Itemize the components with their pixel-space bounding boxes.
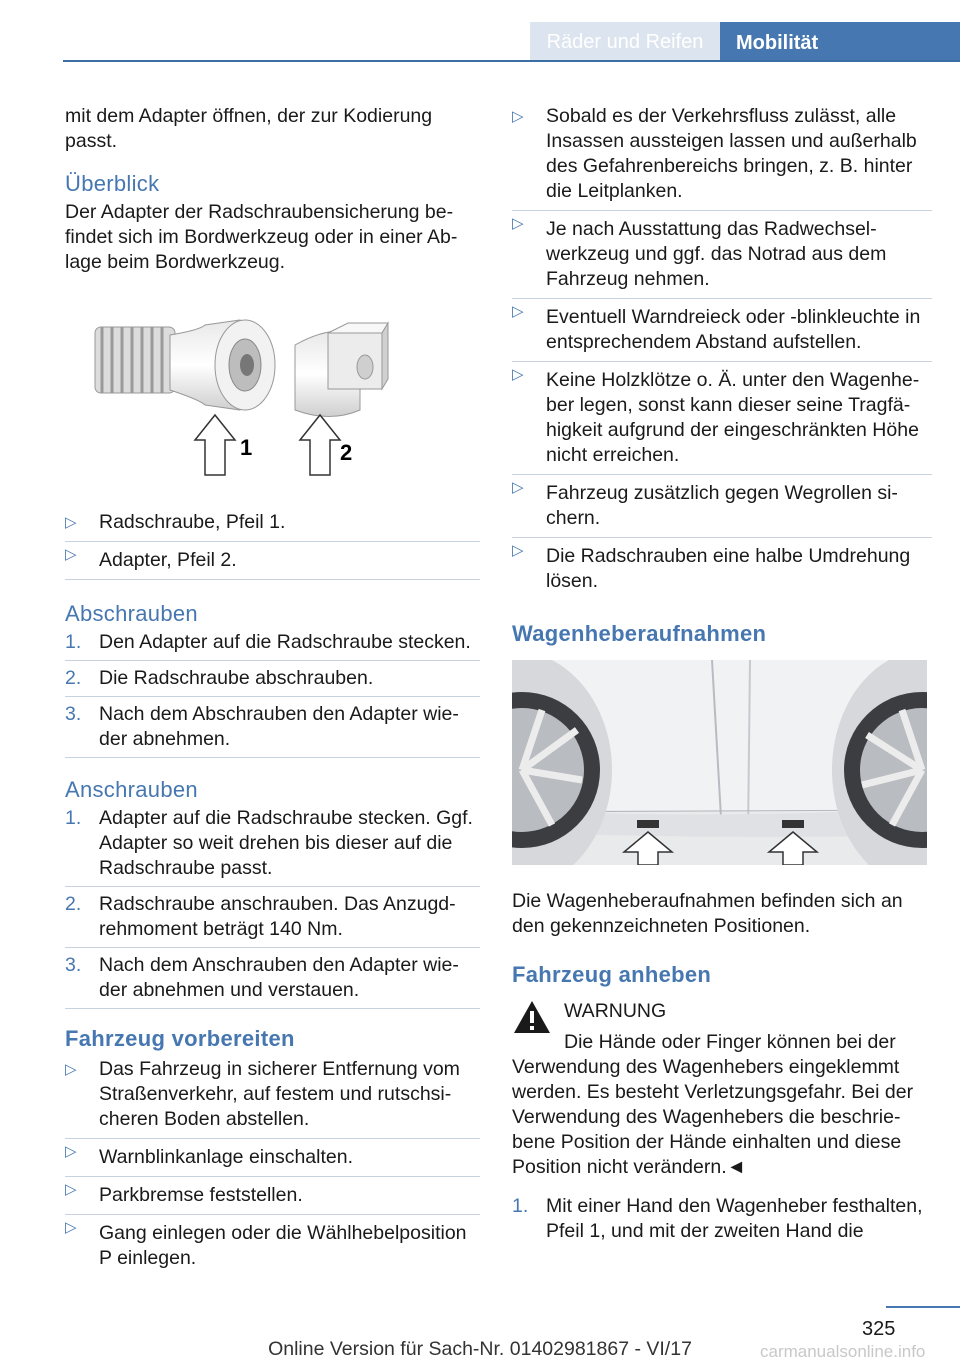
list-item: ▷ Eventuell Warndreieck oder -blinkleuchte in entsprechendem Abstand aufstellen.: [512, 299, 932, 362]
step-text: Radschraube anschrauben. Das Anzugdrehmoment beträgt 140 Nm.: [99, 893, 456, 940]
unscrew-steps: [65, 630, 480, 758]
list-item: [65, 630, 480, 661]
list-item: ▷ Das Fahrzeug in sicherer Entfernung vom Straßenverkehr, auf festem und rutschsicheren Boden abstellen.: [65, 1057, 480, 1139]
step-text: Den Adapter auf die Radschraube stecken.: [99, 631, 471, 653]
warning-box: [512, 999, 932, 1180]
list-item: ▷ Keine Holzklötze o. Ä. unter den Wagenheber legen, sonst kann dieser seine Tragfähigkeit aufgrund der eingeschränkten Höhe nicht erreichen.: [512, 362, 932, 475]
step-text: Mit einer Hand den Wagenheber festhalten, Pfeil 1, und mit der zweiten Hand die: [546, 1195, 923, 1242]
intro-text: mit dem Adapter öffnen, der zur Kodierung passt.: [65, 105, 433, 152]
unscrew-heading: Abschrauben: [65, 601, 198, 626]
watermark: carmanualsonline.info: [760, 1342, 926, 1361]
warning-triangle-icon: [512, 999, 552, 1035]
bolt-thread: [95, 327, 175, 393]
prepare-heading: Fahrzeug vorbereiten: [65, 1026, 295, 1051]
jack-pad-front: [637, 820, 659, 828]
footer-rule: [886, 1306, 960, 1308]
legend-item: ▷ Radschraube, Pfeil 1.: [65, 510, 480, 542]
list-item: ▷ Warnblinkanlage einschalten.: [65, 1139, 480, 1177]
arrow-2: [300, 415, 352, 475]
list-item: [65, 887, 480, 948]
overview-heading: Überblick: [65, 171, 160, 196]
step-number: 1.: [65, 631, 82, 653]
jack-points-figure: [512, 660, 927, 865]
arrow-1: [195, 415, 252, 475]
step-text: Nach dem Abschrauben den Adapter wieder abnehmen.: [99, 703, 459, 750]
online-version-note: Online Version für Sach-Nr. 01402981867 - VI/17: [268, 1338, 692, 1360]
legend-item: ▷ Adapter, Pfeil 2.: [65, 542, 480, 580]
arrow-2-label: 2: [340, 440, 353, 465]
step-text: Die Radschraube abschrauben.: [99, 667, 374, 689]
tab-mobilitaet[interactable]: Mobilität: [720, 22, 960, 62]
bolt-adapter-illustration: [90, 315, 390, 485]
jack-pad-rear: [782, 820, 804, 828]
list-item: [65, 948, 480, 1009]
page-header: [0, 0, 960, 62]
figure-legend: [65, 510, 480, 580]
warning-text: Verwendung des Wagenhebers eingeklemmt werden. Es besteht Verletzungsgefahr. Bei der Verwendung des Wagenhebers die beschriebene Position der Hände einhalten und diese Position nicht verändern.◄: [512, 1056, 914, 1178]
lift-steps: [512, 1194, 932, 1244]
prepare-list-right: [512, 104, 932, 594]
list-item: ▷ Gang einlegen oder die Wählhebelposition P einlegen.: [65, 1215, 480, 1271]
list-item: ▷ Je nach Ausstattung das Radwechselwerkzeug und ggf. das Notrad aus dem Fahrzeug nehmen.: [512, 211, 932, 299]
step-number: 2.: [65, 893, 82, 915]
list-item: ▷ Fahrzeug zusätzlich gegen Wegrollen sichern.: [512, 475, 932, 538]
list-item: [65, 697, 480, 758]
step-number: 3.: [65, 954, 82, 976]
list-item: [65, 806, 480, 887]
screw-steps: [65, 806, 480, 1009]
screw-heading: Anschrauben: [65, 777, 198, 802]
jack-points-heading: Wagenheberaufnahmen: [512, 621, 767, 646]
prepare-list-left: [65, 1057, 480, 1271]
list-item: ▷ Sobald es der Verkehrsfluss zulässt, alle Insassen aussteigen lassen und außerhalb des Gefahrenbereichs bringen, z. B. hinter die Leitplanken.: [512, 104, 932, 211]
list-item: ▷ Parkbremse feststellen.: [65, 1177, 480, 1215]
tab-raeder-und-reifen[interactable]: Räder und Reifen: [530, 22, 720, 60]
right-column: [512, 100, 932, 1244]
list-item: ▷ Die Radschrauben eine halbe Umdrehung lösen.: [512, 538, 932, 594]
car-side-illustration: [512, 660, 927, 865]
overview-text: Der Adapter der Radschraubensicherung befindet sich im Bordwerkzeug oder in einer Ablage beim Bordwerkzeug.: [65, 201, 458, 273]
warning-first-line: Die Hände oder Finger können bei der: [564, 1031, 896, 1053]
warning-title: WARNUNG: [564, 1000, 667, 1022]
list-item: [512, 1194, 932, 1244]
step-number: 3.: [65, 703, 82, 725]
step-text: Nach dem Anschrauben den Adapter wieder abnehmen und verstauen.: [99, 954, 459, 1001]
step-number: 2.: [65, 667, 82, 689]
step-number: 1.: [65, 807, 82, 829]
header-rule: [63, 60, 960, 62]
jack-caption: Die Wagenheberaufnahmen befinden sich an den gekennzeichneten Positionen.: [512, 890, 903, 937]
step-number: 1.: [512, 1195, 529, 1217]
left-column: [65, 100, 480, 1271]
adapter-part: [295, 323, 388, 417]
list-item: [65, 661, 480, 697]
bolt-adapter-figure: [65, 315, 480, 485]
step-text: Adapter auf die Radschraube stecken. Ggf. Adapter so weit drehen bis dieser auf die Radschraube passt.: [99, 807, 473, 879]
lift-heading: Fahrzeug anheben: [512, 962, 712, 987]
page-number: 325: [862, 1318, 896, 1340]
arrow-1-label: 1: [240, 435, 253, 460]
bolt-head: [170, 320, 275, 410]
